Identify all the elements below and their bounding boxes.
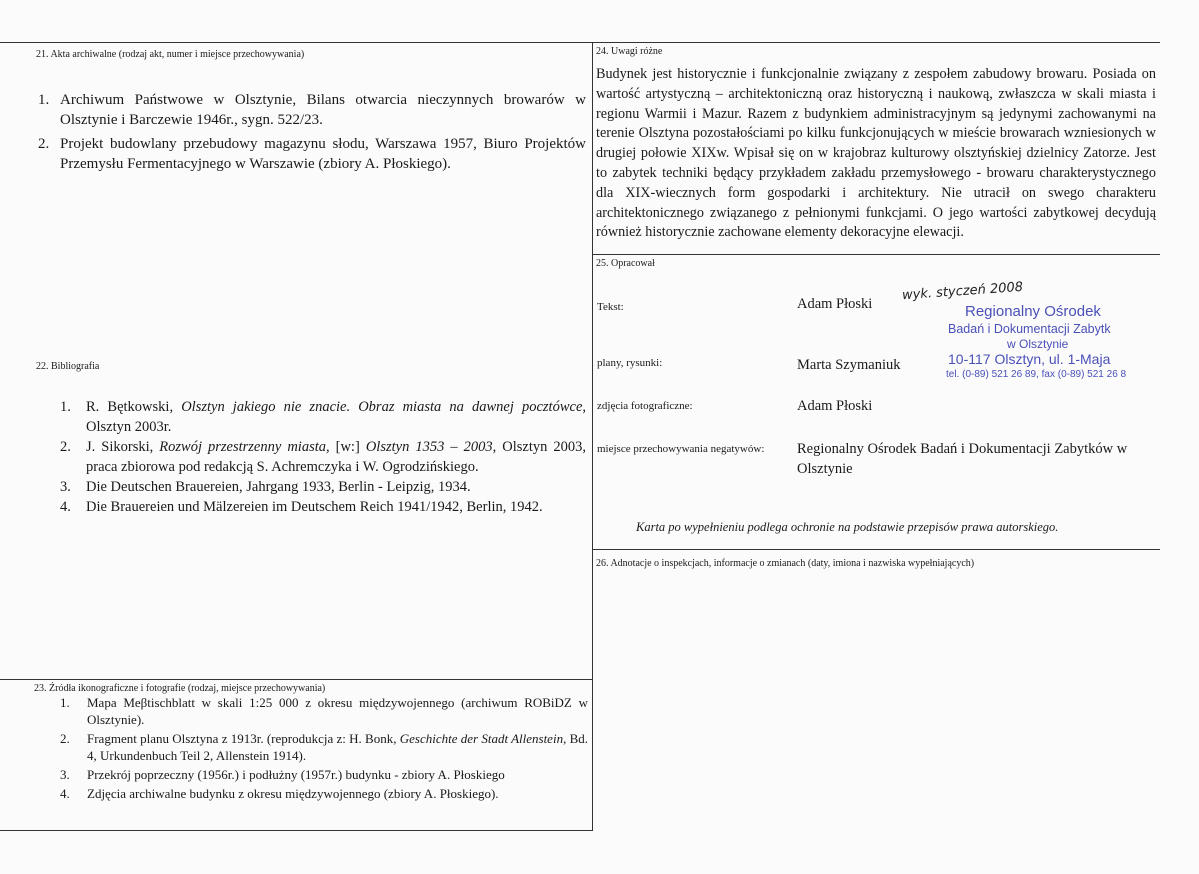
list-item	[38, 90, 586, 130]
section-21-label: 21. Akta archiwalne (rodzaj akt, numer i miejsce przechowywania)	[36, 49, 305, 60]
photos-row-value: Adam Płoski	[797, 398, 873, 414]
author-row-value: Adam Płoski	[797, 296, 873, 312]
list-item	[60, 477, 586, 497]
handwritten-signature: wyk. styczeń 2008	[901, 279, 1024, 304]
list-number: 3.	[60, 767, 70, 782]
list-number: 2.	[38, 136, 50, 152]
section-24-label: 24. Uwagi różne	[596, 46, 663, 57]
list-item	[60, 397, 586, 437]
list-number: 1.	[38, 92, 50, 108]
section-25-label: 25. Opracował	[596, 258, 655, 269]
list-number: 3.	[60, 479, 71, 495]
section-26-label: 26. Adnotacje o inspekcjach, informacje o zmianach (daty, imiona i nazwiska wypełniających)	[596, 558, 975, 569]
bibliography-entry-text: Die Deutschen Brauereien, Jahrgang 1933, Berlin - Leipzig, 1934.	[86, 479, 471, 495]
bibliography-entry-text: J. Sikorski, Rozwój przestrzenny miasta, [w:] Olsztyn 1353 – 2003, Olsztyn 2003, praca zbiorowa pod redakcją S. Achremczyka i W. Ogrodzińskiego.	[86, 439, 586, 475]
stamp-line-2: Badań i Dokumentacji Zabytk	[948, 322, 1111, 336]
list-number: 4.	[60, 499, 71, 515]
list-number: 2.	[60, 439, 71, 455]
archive-entry-text: Projekt budowlany przebudowy magazynu słodu, Warszawa 1957, Biuro Projektów Przemysłu Fermentacyjnego w Warszawie (zbiory A. Płoskiego).	[60, 136, 586, 172]
stamp-line-5: tel. (0-89) 521 26 89, fax (0-89) 521 26 8	[946, 369, 1127, 380]
list-item	[60, 497, 586, 517]
drawings-row-value: Marta Szymaniuk	[797, 357, 901, 373]
list-number: 1.	[60, 399, 71, 415]
author-row-label: Tekst:	[597, 301, 624, 313]
photos-row-label: zdjęcia fotograficzne:	[597, 400, 693, 412]
list-item	[38, 134, 586, 174]
center-divider	[592, 42, 593, 830]
iconography-entry-text: Zdjęcia archiwalne budynku z okresu międzywojennego (zbiory A. Płoskiego).	[87, 786, 499, 801]
bibliography-entry-text: Die Brauereien und Mälzereien im Deutschem Reich 1941/1942, Berlin, 1942.	[86, 499, 543, 515]
iconography-entry-text: Mapa Meβtischblatt w skali 1:25 000 z okresu międzywojennego (archiwum ROBiDZ w Olsztynie).	[87, 695, 588, 727]
section-22-label: 22. Bibliografia	[36, 361, 100, 372]
right-25-26-divider	[593, 549, 1160, 550]
list-item	[60, 766, 588, 783]
list-number: 1.	[60, 695, 70, 710]
bibliography-entry-text: R. Bętkowski, Olsztyn jakiego nie znacie. Obraz miasta na dawnej pocztówce, Olsztyn 2003r.	[86, 399, 587, 435]
list-item	[60, 785, 588, 802]
section-23-list	[60, 694, 588, 802]
left-bottom-border	[0, 830, 593, 831]
section-23-label: 23. Źródła ikonograficzne i fotografie (rodzaj, miejsce przechowywania)	[34, 683, 326, 694]
list-item	[60, 730, 588, 764]
remarks-text: Budynek jest historycznie i funkcjonalnie związany z zespołem zabudowy browaru. Posiada on wartość artystyczną – architektoniczną oraz historyczną i naukową, zwłaszcza w skali miasta i regionu Warmii i Mazur. Razem z budynkiem administracyjnym są jedynymi zachowanymi na terenie Olsztyna pozostałościami po kilku funkcjonujących w mieście browarach wzniesionych w drugiej połowie XIXw. Wpisał się on w krajobraz kulturowy olsztyńskiej dzielnicy Zatorze. Jest to zabytek techniki będący przykładem zakładu przemysłowego - browaru charakterystycznego dla XIX-wiecznych form gospodarki i architektury. Nie utracił on swego charakteru architektonicznego związanego z pełnionymi funkcjami. O jego wartości zabytkowej decydują również historycznie zachowane elementy dekoracyjne elewacji.	[596, 66, 1156, 241]
section-21-list	[38, 90, 586, 174]
negatives-row-label: miejsce przechowywania negatywów:	[597, 443, 765, 455]
iconography-entry-text: Przekrój poprzeczny (1956r.) i podłużny (1957r.) budynku - zbiory A. Płoskiego	[87, 767, 505, 782]
copyright-note: Karta po wypełnieniu podlega ochronie na podstawie przepisów prawa autorskiego.	[636, 520, 1059, 534]
list-number: 4.	[60, 786, 70, 801]
stamp-line-1: Regionalny Ośrodek	[965, 303, 1101, 320]
stamp-line-4: 10-117 Olsztyn, ul. 1-Maja	[948, 351, 1111, 367]
list-number: 2.	[60, 731, 70, 746]
negatives-row-value: Regionalny Ośrodek Badań i Dokumentacji Zabytków w Olsztynie	[797, 441, 1128, 477]
section-22-list	[60, 397, 586, 517]
stamp-line-3: w Olsztynie	[1007, 337, 1069, 351]
archive-entry-text: Archiwum Państwowe w Olsztynie, Bilans otwarcia nieczynnych browarów w Olsztynie i Barczewie 1946r., sygn. 522/23.	[60, 92, 586, 128]
left-23-divider	[0, 679, 593, 680]
drawings-row-label: plany, rysunki:	[597, 357, 663, 369]
list-item	[60, 437, 586, 477]
right-24-25-divider	[593, 254, 1160, 255]
iconography-entry-text: Fragment planu Olsztyna z 1913r. (reprodukcja z: H. Bonk, Geschichte der Stadt Allenstein, Bd. 4, Urkundenbuch Teil 2, Allenstein 1914).	[87, 731, 589, 763]
top-border	[0, 42, 1160, 43]
list-item	[60, 694, 588, 728]
